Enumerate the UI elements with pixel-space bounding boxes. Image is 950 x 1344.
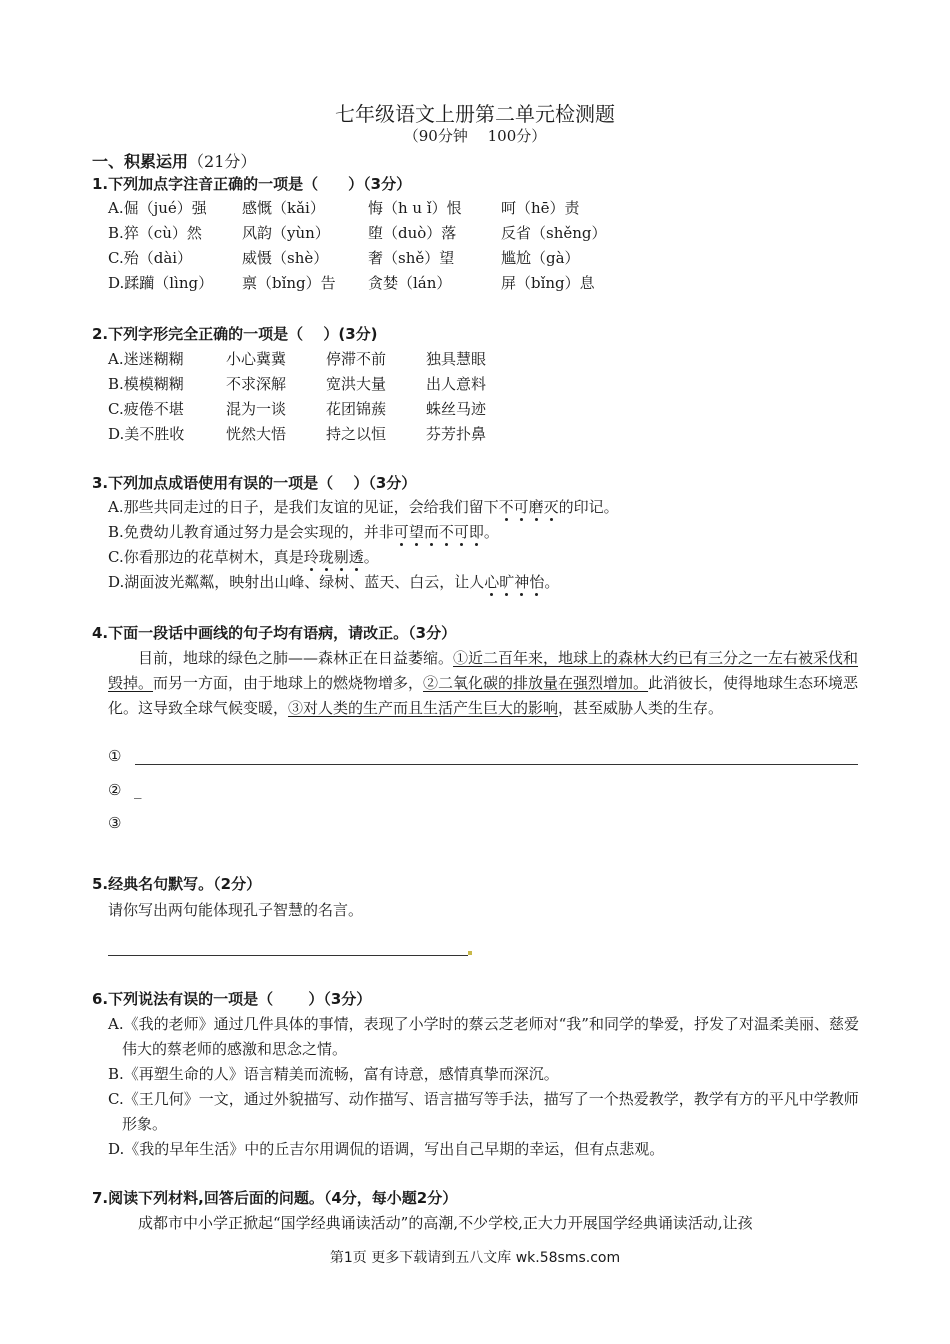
q2-option-a xyxy=(108,348,486,369)
q1-a-4: 呵（hē）责 xyxy=(501,199,580,217)
emphasis-char: 不 xyxy=(498,498,514,516)
q1-c-4: 尴尬（gà） xyxy=(501,249,580,267)
q2-b-3: 宽洪大量 xyxy=(326,375,387,393)
q4-text-3: 此消彼长，使得地球生态环境恶化。这导致全球气候变暖， xyxy=(108,674,859,717)
question-3-stem: 3.下列加点成语使用有误的一项是（ ）（3分） xyxy=(92,474,417,492)
q7-text: 成都市中小学正掀起“国学经典诵读活动”的高潮,不少学校,正大力开展国学经典诵读活动,让孩 xyxy=(138,1214,753,1232)
q1-c-1: C.殆（dài） xyxy=(108,249,193,267)
emphasis-char: 即 xyxy=(468,523,484,541)
emphasis-char: 可 xyxy=(393,523,409,541)
q3-d-end: 。 xyxy=(544,573,560,591)
emphasis-char: 不 xyxy=(438,523,454,541)
q4-sentence-1: ①近二百年来，地球上的森林大约已有三分之一左右被采伐和毁掉。 xyxy=(108,649,859,692)
q2-d-4: 芬芳扑鼻 xyxy=(426,425,487,443)
q1-d-2: 禀（bǐng）告 xyxy=(242,274,336,292)
q4-answer-label-2: ② xyxy=(108,781,122,799)
q1-b-2: 风韵（yùn） xyxy=(242,224,330,242)
q2-c-3: 花团锦蔟 xyxy=(326,400,387,418)
q1-b-1: B.猝（cù）然 xyxy=(108,224,202,242)
section-heading xyxy=(92,149,256,172)
q2-d-2: 恍然大悟 xyxy=(226,425,287,443)
q3-b-idiom xyxy=(394,523,484,541)
emphasis-char: 怡 xyxy=(529,573,545,591)
q3-d-text: D.湖面波光粼粼，映射出山峰、绿树、蓝天、白云，让人 xyxy=(108,573,485,591)
section-label: 一、积累运用 xyxy=(92,152,189,171)
q3-option-b xyxy=(108,521,499,542)
question-1-stem: 1.下列加点字注音正确的一项是（ ）（3分） xyxy=(92,175,412,193)
q4-answer-line-1[interactable] xyxy=(135,764,858,765)
q6-option-a: A.《我的老师》通过几件具体的事情，表现了小学时的蔡云芝老师对“我”和同学的挚爱，抒发了对温柔美丽、慈爱伟大的蔡老师的感激和思念之情。 xyxy=(108,1015,859,1058)
emphasis-char: 剔 xyxy=(333,548,349,566)
q2-c-4: 蛛丝马迹 xyxy=(426,400,487,418)
emphasis-char: 灭 xyxy=(543,498,559,516)
q2-a-1: A.迷迷糊糊 xyxy=(108,350,184,368)
q6-option-b: B.《再塑生命的人》语言精美而流畅，富有诗意，感情真挚而深沉。 xyxy=(108,1065,559,1083)
q1-d-1: D.蹂躏（lìng） xyxy=(108,274,214,292)
q2-a-3: 停滞不前 xyxy=(326,350,387,368)
q3-a-text: A.那些共同走过的日子，是我们友谊的见证，会给我们留下 xyxy=(108,498,499,516)
page-title: 七年级语文上册第二单元检测题 xyxy=(335,102,615,126)
question-7-stem: 7.阅读下列材料,回答后面的问题。（4分，每小题2分） xyxy=(92,1189,458,1207)
q3-d-idiom xyxy=(484,573,544,591)
q3-option-c xyxy=(108,546,379,567)
q2-option-c xyxy=(108,398,486,419)
q1-d-4: 屏（bǐng）息 xyxy=(501,274,595,292)
q1-a-1: A.倔（jué）强 xyxy=(108,199,207,217)
q3-option-a xyxy=(108,496,619,517)
q1-c-2: 威慑（shè） xyxy=(242,249,329,267)
q1-a-3: 悔（h u ǐ）恨 xyxy=(368,199,462,217)
q3-b-text: B.免费幼儿教育通过努力是会实现的，并非 xyxy=(108,523,394,541)
q2-option-b xyxy=(108,373,486,394)
q1-option-b xyxy=(108,222,607,243)
emphasis-char: 而 xyxy=(423,523,439,541)
q3-c-idiom xyxy=(304,548,364,566)
emphasis-char: 珑 xyxy=(318,548,334,566)
emphasis-char: 旷 xyxy=(499,573,515,591)
highlight-mark xyxy=(468,951,472,955)
page-subtitle: （90分钟 100分） xyxy=(403,127,547,145)
q4-sentence-2: ②二氧化碳的排放量在强烈增加。 xyxy=(423,674,649,692)
q1-c-3: 奢（shě）望 xyxy=(368,249,455,267)
q1-b-3: 堕（duò）落 xyxy=(368,224,457,242)
q3-b-end: 。 xyxy=(483,523,499,541)
q3-c-end: 。 xyxy=(363,548,379,566)
emphasis-char: 可 xyxy=(513,498,529,516)
q5-prompt: 请你写出两句能体现孔子智慧的名言。 xyxy=(108,901,364,919)
q1-b-4: 反省（shěng） xyxy=(501,224,607,242)
q4-sentence-3: ③对人类的生产而且生活产生巨大的影响 xyxy=(288,699,559,717)
emphasis-char: 可 xyxy=(453,523,469,541)
emphasis-char: 望 xyxy=(408,523,424,541)
q2-d-3: 持之以恒 xyxy=(326,425,387,443)
q4-text-4: ，甚至威胁人类的生存。 xyxy=(558,699,724,717)
q1-option-a xyxy=(108,197,580,218)
q1-a-2: 感慨（kǎi） xyxy=(242,199,325,217)
q1-option-d xyxy=(108,272,595,293)
emphasis-char: 神 xyxy=(514,573,530,591)
q2-b-2: 不求深解 xyxy=(226,375,287,393)
q6-option-d: D.《我的早年生活》中的丘吉尔用调侃的语调，写出自己早期的幸运，但有点悲观。 xyxy=(108,1140,665,1158)
q5-answer-line[interactable] xyxy=(108,955,468,956)
q4-answer-label-1: ① xyxy=(108,747,122,765)
emphasis-char: 玲 xyxy=(303,548,319,566)
q2-c-2: 混为一谈 xyxy=(226,400,287,418)
q3-c-text: C.你看那边的花草树木，真是 xyxy=(108,548,304,566)
q3-a-idiom xyxy=(499,498,559,516)
emphasis-char: 心 xyxy=(484,573,500,591)
q2-b-1: B.模模糊糊 xyxy=(108,375,184,393)
question-6-stem: 6.下列说法有误的一项是（ ）（3分） xyxy=(92,990,372,1008)
q4-answer-label-3: ③ xyxy=(108,814,122,832)
question-4-stem: 4.下面一段话中画线的句子均有语病，请改正。（3分） xyxy=(92,624,457,642)
q4-passage xyxy=(108,646,860,721)
q2-d-1: D.美不胜收 xyxy=(108,425,185,443)
emphasis-char: 透 xyxy=(348,548,364,566)
section-points: （21分） xyxy=(188,152,257,171)
q3-a-end: 的印记。 xyxy=(558,498,619,516)
page-footer: 第1页 更多下载请到五八文库 wk.58sms.com xyxy=(329,1250,621,1266)
q4-text-2: 而另一方面，由于地球上的燃烧物增多， xyxy=(153,674,424,692)
q3-option-d xyxy=(108,571,559,592)
q4-answer-line-2[interactable]: _ xyxy=(134,781,142,799)
question-5-stem: 5.经典名句默写。（2分） xyxy=(92,875,262,893)
q4-text-1: 目前，地球的绿色之肺——森林正在日益萎缩。 xyxy=(138,649,454,667)
q2-option-d xyxy=(108,423,486,444)
q2-c-1: C.疲倦不堪 xyxy=(108,400,184,418)
q2-a-4: 独具慧眼 xyxy=(426,350,487,368)
emphasis-char: 磨 xyxy=(528,498,544,516)
q2-b-4: 出人意料 xyxy=(426,375,487,393)
q2-a-2: 小心冀冀 xyxy=(226,350,287,368)
q1-d-3: 贪婪（lán） xyxy=(368,274,452,292)
q1-option-c xyxy=(108,247,580,268)
q6-option-c: C.《王几何》一文，通过外貌描写、动作描写、语言描写等手法，描写了一个热爱教学，教学有方的平凡中学教师形象。 xyxy=(108,1090,859,1133)
question-2-stem: 2.下列字形完全正确的一项是（ ）(3分) xyxy=(92,325,378,343)
